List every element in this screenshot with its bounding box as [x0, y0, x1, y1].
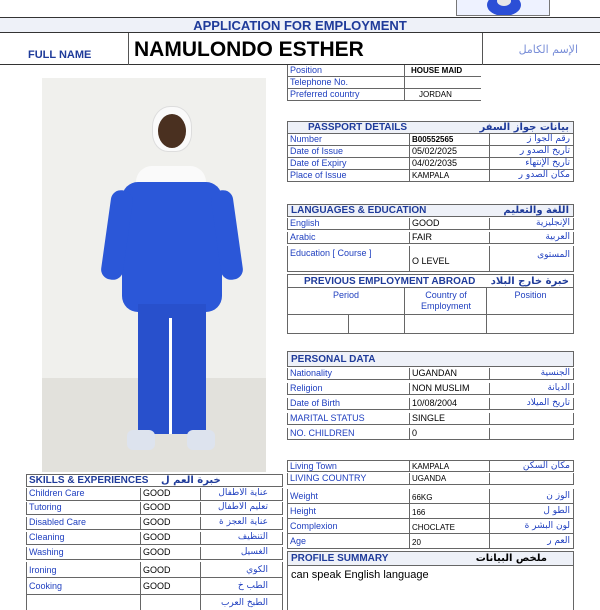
personal-header: PERSONAL DATA [287, 351, 574, 367]
table-row: Education [ Course ] O LEVEL المستوى [287, 246, 574, 272]
thumbnail-photo [456, 0, 550, 16]
table-row: Children Care GOOD عناية الأطفال [26, 488, 283, 501]
passport-header: PASSPORT DETAILS بيانات جواز السفر [287, 121, 574, 134]
table-row: NO. CHILDREN 0 [287, 428, 574, 440]
table-row: الطبخ العرب [26, 595, 283, 610]
table-row: Height 166 الطو ل [287, 504, 574, 519]
table-row: Number B00552565 رقم الجوا ز [287, 134, 574, 146]
table-row: Ironing GOOD الكوي [26, 562, 283, 578]
job-row: Position HOUSE MAID [287, 65, 481, 77]
job-row: Preferred country JORDAN [287, 89, 481, 101]
table-row: Weight 66KG الوز ن [287, 489, 574, 504]
table-row: Disabled Care GOOD عناية العجز ة [26, 517, 283, 530]
table-row: Date of Issue 05/02/2025 تاريخ الصدو ر [287, 146, 574, 158]
languages-header: LANGUAGES & EDUCATION اللغة والتعليم [287, 204, 574, 217]
employment-table [287, 288, 574, 334]
table-row: Arabic FAIR العربية [287, 232, 574, 244]
table-row: Cooking GOOD الطب خ [26, 578, 283, 595]
table-row: Tutoring GOOD تعليم الأطفال [26, 502, 283, 515]
employment-col-period: Period [332, 290, 359, 300]
skills-header: SKILLS & EXPERIENCES خبرة العم ل [26, 474, 283, 487]
table-row: Place of Issue KAMPALA مكان الصدو ر [287, 170, 574, 182]
divider [482, 33, 483, 65]
full-name-label: FULL NAME [28, 49, 92, 61]
table-row: Date of Expiry 04/02/2035 تاريخ الإنتهاء [287, 158, 574, 170]
table-row: LIVING COUNTRY UGANDA [287, 473, 574, 485]
page-title: APPLICATION FOR EMPLOYMENT [0, 17, 600, 33]
candidate-photo [42, 78, 266, 472]
full-name-arabic: الإسم الكامل [518, 43, 578, 56]
full-name-row [0, 33, 600, 65]
employment-col-country: Country of Employment [420, 290, 472, 311]
table-row: MARITAL STATUS SINGLE [287, 413, 574, 425]
table-row: Date of Birth 10/08/2004 تاريخ الميلاد [287, 398, 574, 410]
job-row: Telephone No. [287, 77, 481, 89]
table-row: Living Town KAMPALA مكان السكن [287, 460, 574, 472]
full-name-value: NAMULONDO ESTHER [134, 38, 364, 61]
employment-col-position: Position [514, 290, 547, 300]
profile-header: PROFILE SUMMARY ملخص البيانات [287, 551, 574, 566]
table-row: Age 20 العم ر [287, 534, 574, 549]
table-row: Washing GOOD الغسيل [26, 547, 283, 560]
table-row: English GOOD الإنجليزية [287, 218, 574, 230]
table-row: Cleaning GOOD التنظيف [26, 532, 283, 545]
divider [128, 33, 129, 65]
table-row: Nationality UGANDAN الجنسية [287, 368, 574, 380]
employment-header: PREVIOUS EMPLOYMENT ABROAD خبرة خارج البلاد [287, 274, 574, 288]
table-row: Complexion CHOCLATE لون البشر ة [287, 519, 574, 534]
table-row: Religion NON MUSLIM الديانة [287, 383, 574, 395]
profile-text: can speak English language [287, 566, 574, 610]
